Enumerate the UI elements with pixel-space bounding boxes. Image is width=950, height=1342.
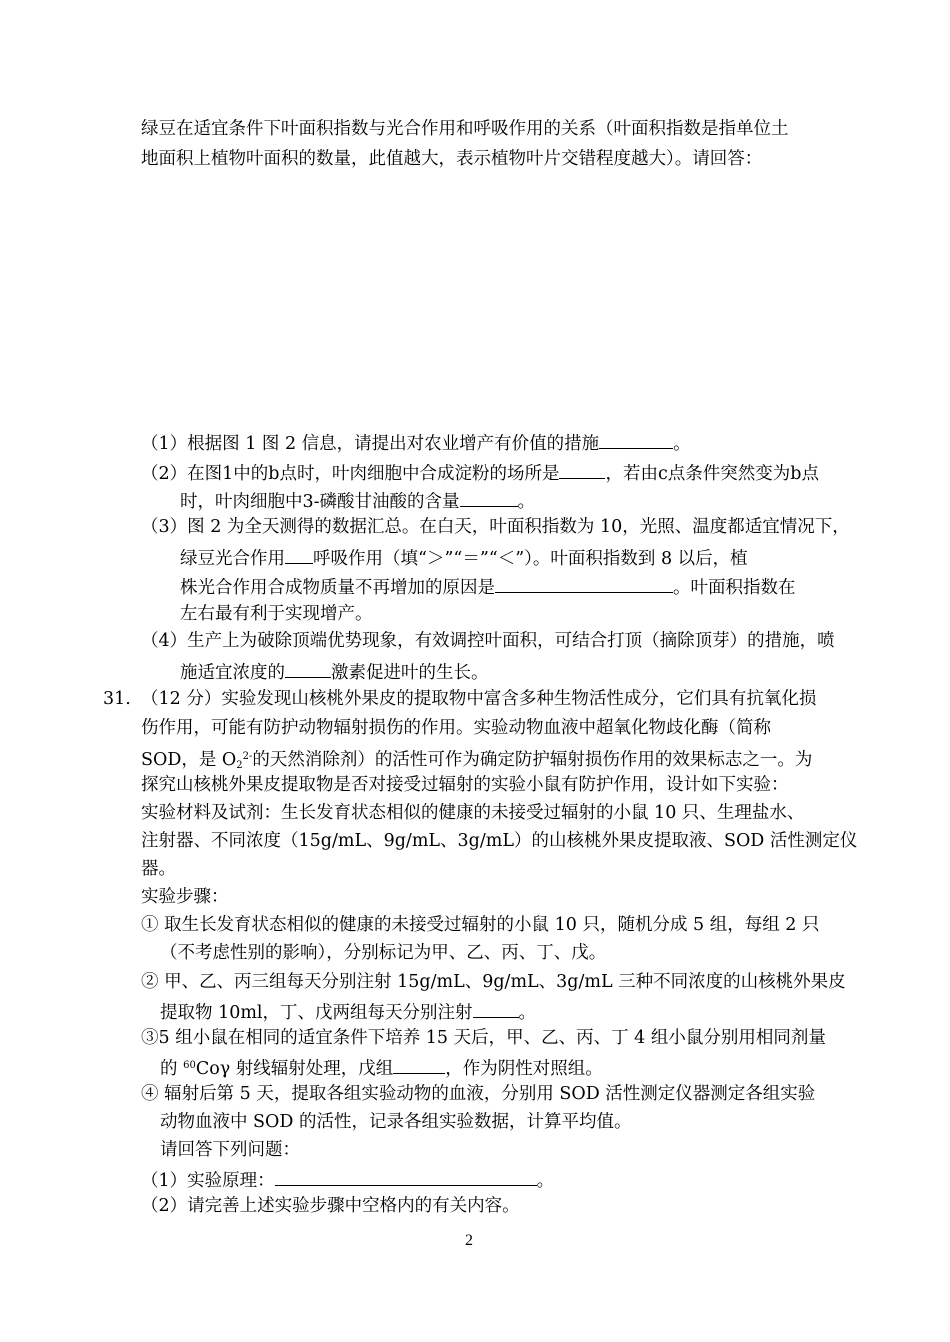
step2-line2 (160, 999, 536, 1024)
subscript: 2 (236, 760, 243, 771)
superscript: 2- (242, 751, 253, 762)
step1-line1: ① 取生长发育状态相似的健康的未接受过辐射的小鼠 10 只，随机分成 5 组，每组 2 只 (141, 915, 820, 935)
q30-part2-text: （2）在图1中的b点时，叶肉细胞中合成淀粉的场所是 (141, 464, 560, 484)
q31-line2: 伤作用，可能有防护动物辐射损伤的作用。实验动物血液中超氧化物歧化酶（简称 (141, 718, 771, 738)
punct: 。 (673, 434, 691, 454)
q30-part3-text-c: 株光合作用合成物质量不再增加的原因是 (180, 578, 495, 598)
superscript: 60 (183, 1060, 196, 1071)
punct: 。 (518, 1003, 537, 1023)
step1-line2: （不考虑性别的影响），分别标记为甲、乙、丙、丁、戊。 (160, 943, 607, 963)
step2-line1: ② 甲、乙、丙三组每天分别注射 15g/mL、9g/mL、3g/mL 三种不同浓度的山核桃外果皮 (141, 972, 846, 992)
answer1-line (141, 1167, 554, 1192)
q31-number: 31. (103, 689, 131, 709)
q31-line4: 探究山核桃外果皮提取物是否对接受过辐射的实验小鼠有防护作用，设计如下实验： (141, 775, 789, 795)
answer-blank[interactable] (285, 545, 313, 564)
answer-blank[interactable] (275, 1167, 537, 1186)
q31-line5: 实验材料及试剂：生长发育状态相似的健康的未接受过辐射的小鼠 10 只、生理盐水、 (141, 803, 805, 823)
q30-part3-text-d: 。叶面积指数在 (673, 578, 796, 598)
q30-part3-line4: 左右最有利于实现增产。 (180, 604, 373, 624)
q31-line7: 器。 (141, 859, 176, 879)
intro-line-1: 绿豆在适宜条件下叶面积指数与光合作用和呼吸作用的关系（叶面积指数是指单位土 (141, 119, 789, 139)
step3-text-b: ，作为阴性对照组。 (445, 1059, 603, 1079)
step3-line1: ③5 组小鼠在相同的适宜条件下培养 15 天后，甲、乙、丙、丁 4 组小鼠分别用相同剂量 (141, 1028, 826, 1048)
step4-line2: 动物血液中 SOD 的活性，记录各组实验数据，计算平均值。 (160, 1112, 632, 1132)
answer1-text: （1）实验原理： (141, 1171, 275, 1191)
q30-part4-text-b: 激素促进叶的生长。 (331, 663, 489, 683)
q30-part4-text: 施适宜浓度的 (180, 663, 285, 683)
q30-part1 (141, 430, 691, 455)
punct: 。 (536, 1171, 555, 1191)
steps-title: 实验步骤： (141, 887, 229, 907)
answer2-line: （2）请完善上述实验步骤中空格内的有关内容。 (141, 1196, 520, 1216)
answer-blank[interactable] (460, 488, 518, 507)
answer-blank[interactable] (393, 1055, 445, 1074)
answer-blank[interactable] (495, 574, 673, 593)
step3-pre: 的 (160, 1059, 184, 1079)
q30-part4-line1: （4）生产上为破除顶端优势现象，有效调控叶面积，可结合打顶（摘除顶芽）的措施，喷 (141, 631, 835, 651)
q31-line1: （12 分）实验发现山核桃外果皮的提取物中富含多种生物活性成分，它们具有抗氧化损 (141, 689, 817, 709)
q30-part2-text-c: 时，叶肉细胞中3-磷酸甘油酸的含量 (180, 492, 460, 512)
q31-line6: 注射器、不同浓度（15g/mL、9g/mL、3g/mL）的山核桃外果皮提取液、SOD 活性测定仪 (141, 831, 858, 851)
q30-part1-text: （1）根据图 1 图 2 信息，请提出对农业增产有价值的措施 (141, 434, 600, 454)
q30-part3-line1: （3）图 2 为全天测得的数据汇总。在白天，叶面积指数为 10，光照、温度都适宜情况下， (141, 517, 850, 537)
punct: 。 (517, 492, 536, 512)
step3-line2 (160, 1055, 603, 1080)
ask-line: 请回答下列问题： (160, 1140, 300, 1160)
q30-part3-line2 (180, 545, 748, 570)
step4-line1: ④ 辐射后第 5 天，提取各组实验动物的血液，分别用 SOD 活性测定仪器测定各组实验 (141, 1084, 816, 1104)
answer-blank[interactable] (559, 460, 605, 479)
q31-line3-a: SOD，是 O (141, 750, 237, 770)
q30-part2-line1 (141, 460, 819, 485)
page-number: 2 (465, 1232, 473, 1249)
q30-part4-line2 (180, 659, 489, 684)
step3-text: Coγ 射线辐射处理，戊组 (195, 1059, 394, 1079)
answer-blank[interactable] (473, 999, 519, 1018)
answer-blank[interactable] (285, 659, 331, 678)
q30-part2-line2 (180, 488, 535, 513)
answer-blank[interactable] (599, 430, 673, 449)
q30-part2-text-b: ，若由c点条件突然变为b点 (605, 464, 819, 484)
step2-text: 提取物 10ml，丁、戊两组每天分别注射 (160, 1003, 473, 1023)
q31-line3 (141, 746, 812, 777)
q30-part3-line3 (180, 574, 796, 599)
q30-part3-text-b: 呼吸作用（填“＞”“＝”“＜”）。叶面积指数到 8 以后，植 (313, 549, 748, 569)
intro-line-2: 地面积上植物叶面积的数量，此值越大，表示植物叶片交错程度越大）。请回答： (141, 149, 763, 169)
q30-part3-text: 绿豆光合作用 (180, 549, 285, 569)
q31-line3-b: 的天然消除剂）的活性可作为确定防护辐射损伤作用的效果标志之一。为 (252, 750, 813, 770)
